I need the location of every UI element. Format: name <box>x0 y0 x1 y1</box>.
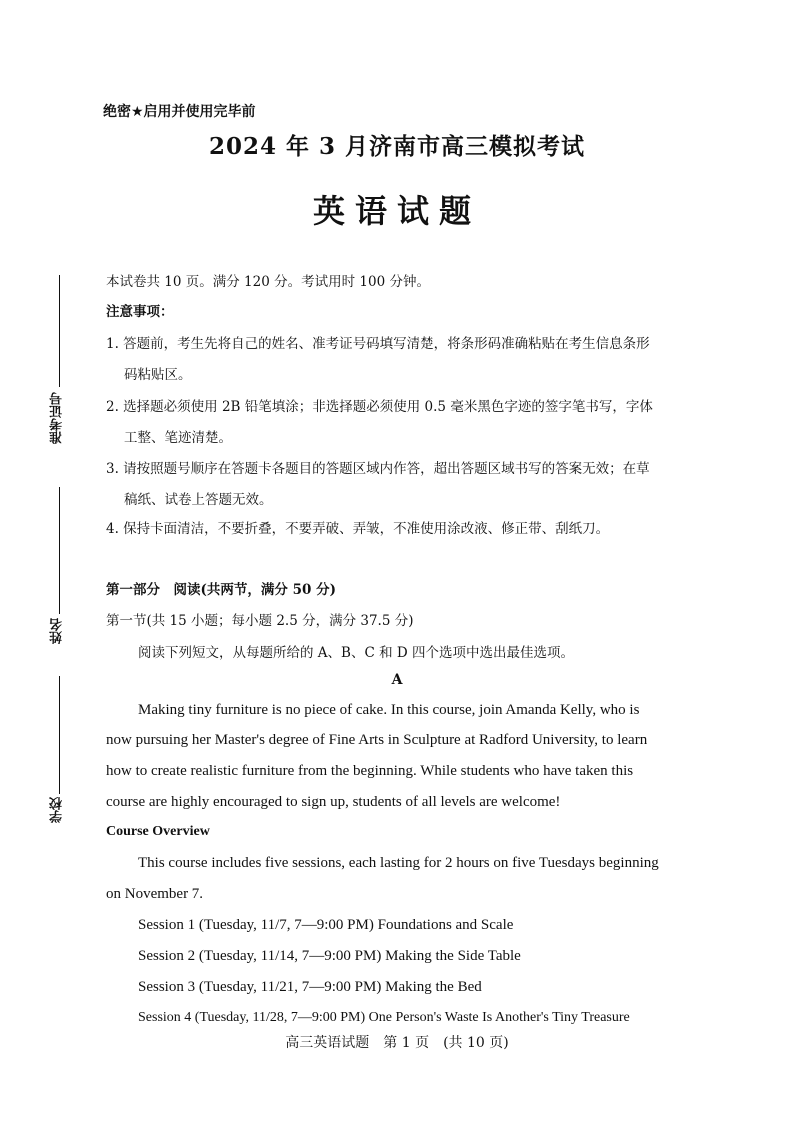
exam-title: 2024 年 3 月济南市高三模拟考试 <box>208 133 586 160</box>
margin-rule-bottom <box>59 676 60 794</box>
part-heading: 第一部分 阅读(共两节，满分 50 分) <box>106 582 336 598</box>
session-item: Session 4 (Tuesday, 11/28, 7—9:00 PM) One Person's Waste Is Another's Tiny Treasure <box>138 1010 630 1025</box>
note-line: 工整、笔迹清楚。 <box>124 430 232 446</box>
reading-instruction: 阅读下列短文，从每题所给的 A、B、C 和 D 四个选项中选出最佳选项。 <box>138 645 574 661</box>
session-item: Session 3 (Tuesday, 11/21, 7—9:00 PM) Making the Bed <box>138 979 482 995</box>
note-line: 稿纸、试卷上答题无效。 <box>124 492 273 508</box>
section-heading: 第一节(共 15 小题；每小题 2.5 分，满分 37.5 分) <box>106 613 414 629</box>
note-line: 1. 答题前，考生先将自己的姓名、准考证号码填写清楚，将条形码准确粘贴在考生信息条形 <box>106 336 650 352</box>
note-line: 2. 选择题必须使用 2B 铅笔填涂；非选择题必须使用 0.5 毫米黑色字迹的签字笔书写，字体 <box>106 399 653 415</box>
margin-rule-top <box>59 275 60 387</box>
margin-rule-middle <box>59 487 60 614</box>
margin-label-name: 姓名 <box>50 618 65 644</box>
passage-line: course are highly encouraged to sign up, students of all levels are welcome! <box>106 794 561 810</box>
passage-label: A <box>391 672 403 688</box>
passage-line: Making tiny furniture is no piece of cake. In this course, join Amanda Kelly, who is <box>138 702 640 718</box>
note-line: 码粘贴区。 <box>124 367 192 383</box>
passage-line: how to create realistic furniture from the beginning. While students who have taken this <box>106 763 634 779</box>
confidential-note: 绝密★启用并使用完毕前 <box>103 104 256 120</box>
overview-line: on November 7. <box>106 886 204 902</box>
notes-title: 注意事项： <box>106 304 174 320</box>
session-item: Session 2 (Tuesday, 11/14, 7—9:00 PM) Making the Side Table <box>138 948 521 964</box>
session-item: Session 1 (Tuesday, 11/7, 7—9:00 PM) Foundations and Scale <box>138 917 514 933</box>
note-line: 3. 请按照题号顺序在答题卡各题目的答题区域内作答，超出答题区域书写的答案无效；在草 <box>106 461 650 477</box>
overview-line: This course includes five sessions, each lasting for 2 hours on five Tuesdays beginning <box>138 855 659 871</box>
margin-label-school: 学校 <box>50 797 65 823</box>
overview-title: Course Overview <box>106 824 210 839</box>
exam-intro: 本试卷共 10 页。满分 120 分。考试用时 100 分钟。 <box>106 274 430 290</box>
margin-label-ticket: 准考证号 <box>50 392 65 444</box>
note-line: 4. 保持卡面清洁，不要折叠，不要弄破、弄皱，不准使用涂改液、修正带、刮纸刀。 <box>106 521 610 537</box>
passage-line: now pursuing her Master's degree of Fine Arts in Sculpture at Radford University, to learn <box>106 732 648 748</box>
subject-title: 英语试题 <box>312 192 481 230</box>
page-footer: 高三英语试题 第 1 页 (共 10 页) <box>285 1035 509 1051</box>
